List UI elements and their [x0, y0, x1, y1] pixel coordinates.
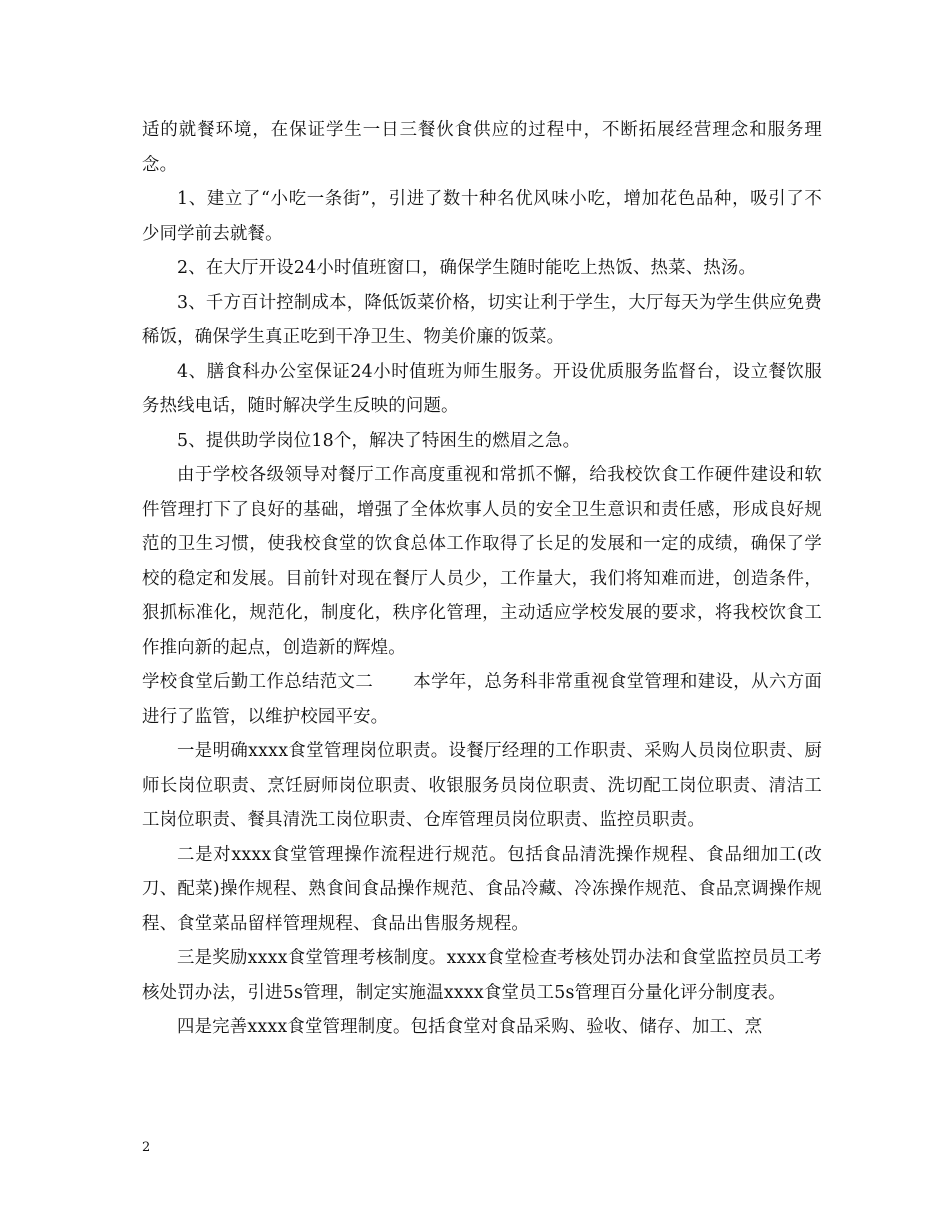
paragraph: 5、提供助学岗位18个，解决了特困生的燃眉之急。: [177, 430, 581, 451]
section-title: 学校食堂后勤工作总结范文二: [142, 672, 374, 692]
paragraph: 3、千方百计控制成本，降低饭菜价格，切实让利于学生，大厅每天为学生供应免费稀饭，确保学生真正吃到干净卫生、物美价廉的饭菜。: [142, 292, 822, 347]
paragraph: 三是奖励xxxx食堂管理考核制度。xxxx食堂检查考核处罚办法和食堂监控员员工考核处罚办法，引进5s管理，制定实施温xxxx食堂员工5s管理百分量化评分制度表。: [142, 948, 822, 1003]
body-text: [142, 113, 822, 1045]
paragraph: 二是对xxxx食堂管理操作流程进行规范。包括食品清洗操作规程、食品细加工(改刀、配菜)操作规程、熟食间食品操作规范、食品冷藏、冷冻操作规范、食品烹调操作规程、食堂菜品留样管理规程、食品出售服务规程。: [142, 844, 822, 934]
paragraph: 1、建立了“小吃一条街”，引进了数十种名优风味小吃，增加花色品种，吸引了不少同学前去就餐。: [142, 189, 822, 244]
paragraph: 由于学校各级领导对餐厅工作高度重视和常抓不懈，给我校饮食工作硬件建设和软件管理打下了良好的基础，增强了全体炊事人员的安全卫生意识和责任感，形成良好规范的卫生习惯，使我校食堂的饮食总体工作取得了长足的发展和一定的成绩，确保了学校的稳定和发展。目前针对现在餐厅人员少，工作量大，我们将知难而进，创造条件，狠抓标准化，规范化，制度化，秩序化管理，主动适应学校发展的要求，将我校饮食工作推向新的起点，创造新的辉煌。: [142, 465, 822, 658]
paragraph: 一是明确xxxx食堂管理岗位职责。设餐厅经理的工作职责、采购人员岗位职责、厨师长岗位职责、烹饪厨师岗位职责、收银服务员岗位职责、洗切配工岗位职责、清洁工工岗位职责、餐具清洗工岗位职责、仓库管理员岗位职责、监控员职责。: [142, 741, 822, 830]
section-intro: 本学年，总务科非常重视食堂管理和建设，从六方面进行了监管，以维护校园平安。: [142, 672, 822, 727]
page-number: 2: [142, 1140, 151, 1155]
paragraph: 4、膳食科办公室保证24小时值班为师生服务。开设优质服务监督台，设立餐饮服务热线电话，随时解决学生反映的问题。: [142, 361, 822, 416]
paragraph: 四是完善xxxx食堂管理制度。包括食堂对食品采购、验收、储存、加工、烹: [177, 1017, 763, 1037]
paragraph: 适的就餐环境，在保证学生一日三餐伙食供应的过程中，不断拓展经营理念和服务理念。: [142, 120, 822, 175]
paragraph: 2、在大厅开设24小时值班窗口，确保学生随时能吃上热饭、热菜、热汤。: [177, 258, 757, 278]
section-heading-paragraph: [142, 665, 822, 734]
